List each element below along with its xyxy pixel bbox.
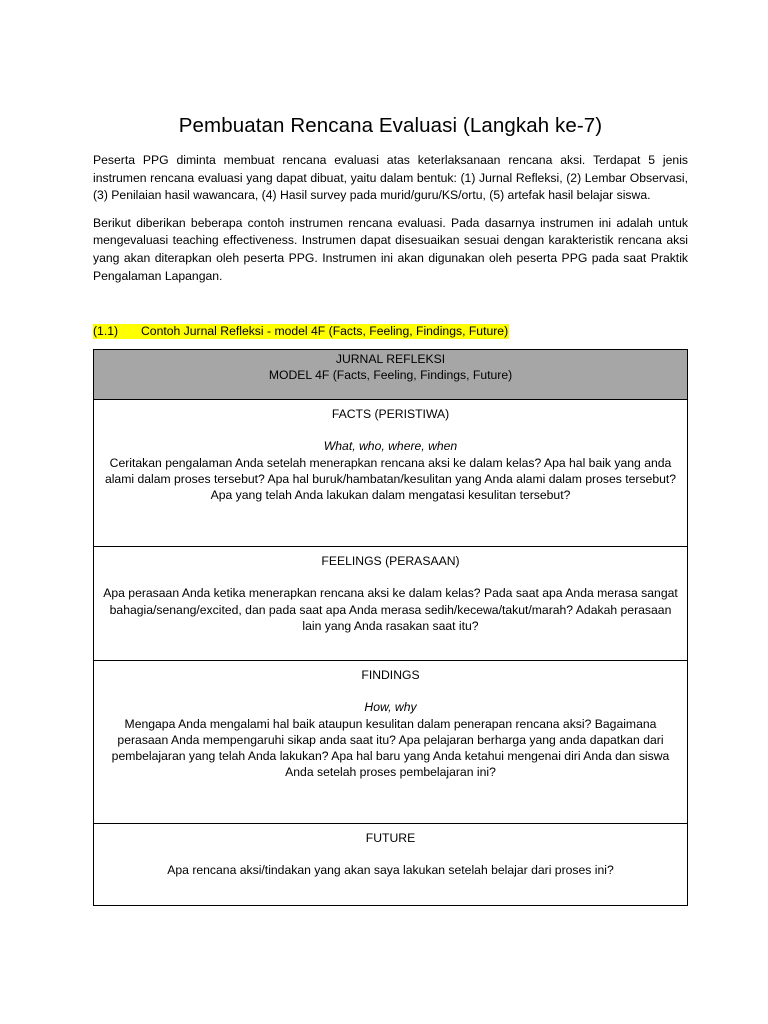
future-title: FUTURE	[365, 831, 416, 846]
instrument-paragraph: Berikut diberikan beberapa contoh instrumen rencana evaluasi. Pada dasarnya instrumen ini adalah untuk mengevaluasi teaching effectiveness. Instrumen dapat disesuaikan sesuai dengan karakteristik rencana aksi yang akan diterapkan oleh peserta PPG. Instrumen ini akan digunakan oleh peserta PPG pada saat Praktik Pengalaman Lapangan.	[93, 215, 688, 283]
section-label: Contoh Jurnal Refleksi - model 4F (Facts, Feeling, Findings, Future)	[141, 324, 509, 339]
document-page	[93, 114, 688, 906]
facts-cell	[94, 400, 688, 547]
facts-row	[94, 400, 688, 547]
table-header-cell	[94, 350, 688, 400]
findings-subtitle: How, why	[364, 700, 417, 715]
facts-text: Ceritakan pengalaman Anda setelah menerapkan rencana aksi ke dalam kelas? Apa hal baik yang anda alami dalam proses tersebut? Apa hal buruk/hambatan/kesulitan yang Anda alami dalam proses tersebut? Apa yang telah Anda lakukan dalam mengatasi kesulitan tersebut?	[104, 455, 677, 502]
section-heading	[93, 323, 688, 339]
future-cell	[94, 824, 688, 906]
table-header-title: JURNAL REFLEKSI	[335, 352, 446, 367]
feelings-title: FEELINGS (PERASAAN)	[321, 554, 460, 569]
feelings-cell	[94, 547, 688, 661]
section-number: (1.1)	[93, 324, 119, 339]
future-row	[94, 824, 688, 906]
findings-row	[94, 661, 688, 824]
findings-title: FINDINGS	[361, 668, 420, 683]
future-text: Apa rencana aksi/tindakan yang akan saya lakukan setelah belajar dari proses ini?	[167, 863, 614, 878]
document-title: Pembuatan Rencana Evaluasi (Langkah ke-7)	[178, 114, 603, 137]
table-header-subtitle: MODEL 4F (Facts, Feeling, Findings, Future)	[268, 368, 513, 383]
findings-text: Mengapa Anda mengalami hal baik ataupun kesulitan dalam penerapan rencana aksi? Bagaimana perasaan Anda mempengaruhi sikap anda saat itu? Apa pelajaran berharga yang anda dapatkan dari pembelajaran yang telah Anda lakukan? Apa hal baru yang Anda ketahui mengenai diri Anda dan siswa Anda setelah proses pembelajaran ini?	[111, 716, 670, 780]
section-highlight	[93, 324, 509, 339]
jurnal-refleksi-table	[93, 349, 688, 906]
facts-subtitle: What, who, where, when	[323, 439, 458, 454]
findings-cell	[94, 661, 688, 824]
intro-paragraph: Peserta PPG diminta membuat rencana evaluasi atas keterlaksanaan rencana aksi. Terdapat 5 jenis instrumen rencana evaluasi yang dapat dibuat, yaitu dalam bentuk: (1) Jurnal Refleksi, (2) Lembar Observasi, (3) Penilaian hasil wawancara, (4) Hasil survey pada murid/guru/KS/ortu, (5) artefak hasil belajar siswa.	[93, 153, 688, 203]
feelings-row	[94, 547, 688, 661]
feelings-text: Apa perasaan Anda ketika menerapkan rencana aksi ke dalam kelas? Pada saat apa Anda merasa sangat bahagia/senang/excited, dan pada saat apa Anda merasa sedih/kecewa/takut/marah? Adakah perasaan lain yang Anda rasakan saat itu?	[103, 586, 678, 633]
facts-title: FACTS (PERISTIWA)	[331, 407, 450, 422]
table-header-row	[94, 350, 688, 400]
